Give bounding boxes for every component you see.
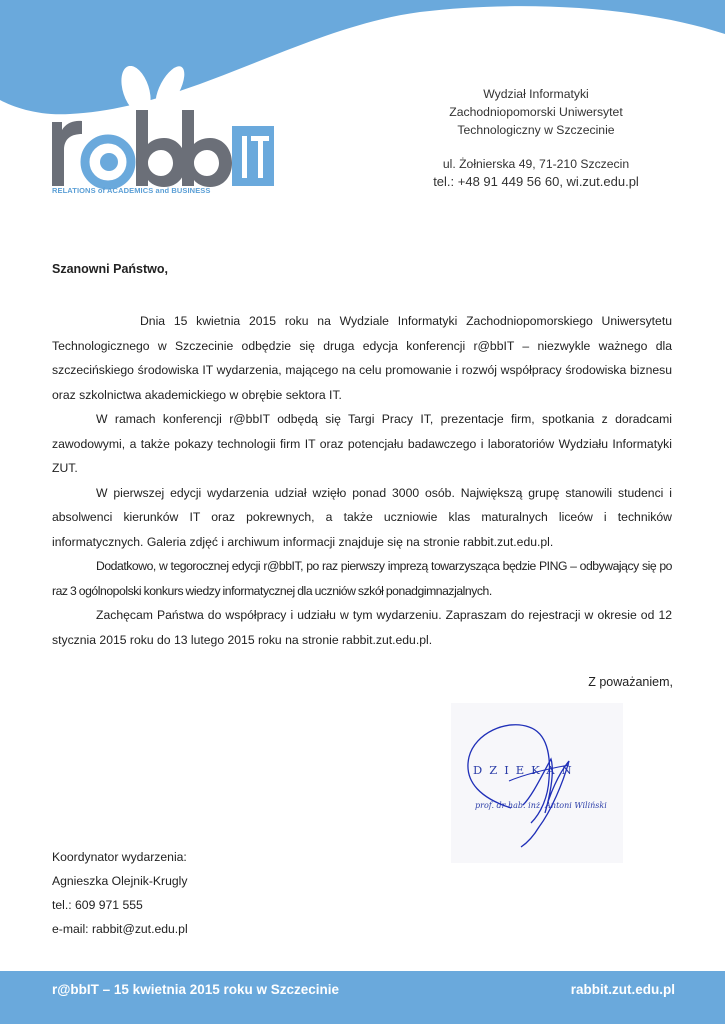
rabbit-logo: [52, 66, 274, 198]
closing: Z poważaniem,: [588, 675, 673, 689]
salutation: Szanowni Państwo,: [52, 262, 168, 276]
paragraph: Zachęcam Państwa do współpracy i udziału w tym wydarzeniu. Zapraszam do rejestracji w okresie od 12 stycznia 2015 roku do 13 lutego 2015 roku na stronie rabbit.zut.edu.pl.: [52, 608, 672, 647]
paragraph: Dnia 15 kwietnia 2015 roku na Wydziale Informatyki Zachodniopomorskiego Uniwersytetu Technologicznego w Szczecinie odbędzie się druga edycja konferencji r@bbIT – niezwykle ważnego dla szczecińskiego środowiska IT wydarzenia, mającego na celu promowanie i rozwój współpracy środowiska biznesu oraz szkolnictwa akademickiego w obrębie sektora IT.: [52, 314, 672, 402]
footer-event: r@bbIT – 15 kwietnia 2015 roku w Szczecinie: [52, 982, 340, 997]
address-line: ul. Żołnierska 49, 71-210 Szczecin: [442, 157, 630, 171]
address-line: tel.: +48 91 449 56 60, wi.zut.edu.pl: [433, 174, 639, 189]
footer-url: rabbit.zut.edu.pl: [570, 982, 675, 997]
contact-phone: tel.: 609 971 555: [52, 898, 143, 912]
svg-text:prof. dr hab. inż. Antoni Wili: prof. dr hab. inż. Antoni Wiliński: [475, 801, 607, 810]
address-line: Wydział Informatyki: [483, 87, 589, 101]
dean-signature-stamp: [451, 703, 623, 863]
logo-tagline: RELATIONS of ACADEMICS and BUSINESS: [52, 186, 211, 195]
address-line: Technologiczny w Szczecinie: [457, 123, 615, 137]
sender-address: [400, 85, 672, 191]
paragraph: Dodatkowo, w tegorocznej edycji r@bbIT, po raz pierwszy imprezą towarzysząca będzie PING – odbywający się po raz 3 ogólnopolski konkurs wiedzy informatycznej dla uczniów szkół ponadgimnazjalnych.: [52, 559, 672, 598]
paragraph: W ramach konferencji r@bbIT odbędą się Targi Pracy IT, prezentacje firm, spotkania z doradcami zawodowymi, a także pokazy technologii firm IT oraz potencjału badawczego i laboratoriów Wydziału Informatyki ZUT.: [52, 412, 672, 475]
contact-name: Agnieszka Olejnik-Kruglу: [52, 874, 188, 888]
contact-email: e-mail: rabbit@zut.edu.pl: [52, 922, 188, 936]
letter-body: [52, 309, 672, 652]
coordinator-contact: [52, 845, 188, 941]
contact-line: Koordynator wydarzenia:: [52, 850, 187, 864]
address-line: Zachodniopomorski Uniwersytet: [449, 105, 623, 119]
svg-text:DZIEKAN: DZIEKAN: [473, 763, 579, 777]
footer-bar: [0, 971, 725, 1024]
paragraph: W pierwszej edycji wydarzenia udział wzięło ponad 3000 osób. Największą grupę stanowili studenci i absolwenci kierunków IT oraz pokrewnych, a także uczniowie klas maturalnych liceów i techników informatycznych. Galeria zdjęć i archiwum informacji znajduje się na stronie rabbit.zut.edu.pl.: [52, 485, 672, 549]
